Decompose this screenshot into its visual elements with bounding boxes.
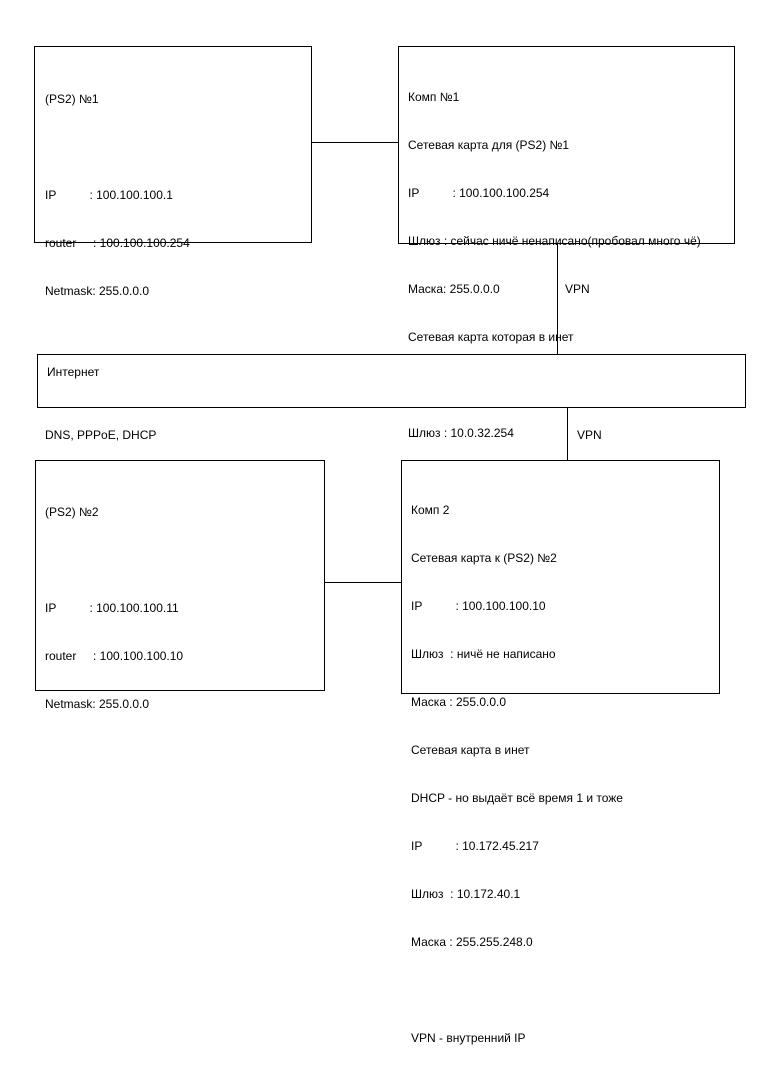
ps2-1-line: (PS2) №1 bbox=[45, 92, 99, 106]
ps2-1-line: DNS, PPPoE, DHCP bbox=[45, 428, 157, 442]
comp-2-line: DHCP - но выдаёт всё время 1 и тоже bbox=[411, 791, 623, 805]
comp-1-line: Шлюз : сейчас ничё ненаписано(пробовал много чё) bbox=[408, 234, 701, 248]
comp-1-line: Маска: 255.0.0.0 bbox=[408, 282, 500, 296]
ps2-2-node bbox=[35, 460, 325, 711]
comp-2-line: Шлюз : ничё не написано bbox=[411, 647, 556, 661]
comp-2-line: Маска : 255.0.0.0 bbox=[411, 695, 507, 709]
comp-1-line: Комп №1 bbox=[408, 90, 460, 104]
ps2-2-line: Netmask: 255.0.0.0 bbox=[45, 697, 150, 711]
link-ps2-2-to-comp-2 bbox=[324, 582, 402, 583]
comp-1-line: Сетевая карта для (PS2) №1 bbox=[408, 138, 570, 152]
comp-2-line: Маска : 255.255.248.0 bbox=[411, 935, 533, 949]
internet-node bbox=[37, 354, 746, 408]
ps2-1-text bbox=[45, 59, 190, 523]
link-ps2-1-to-comp-1 bbox=[311, 142, 399, 143]
ps2-2-line: (PS2) №2 bbox=[45, 505, 99, 519]
comp-1-line: Шлюз : 10.0.32.254 bbox=[408, 426, 514, 440]
comp-2-line: Шлюз : 10.172.40.1 bbox=[411, 887, 521, 901]
comp-2-line: IP : 100.100.100.10 bbox=[411, 599, 546, 613]
ps2-2-text bbox=[45, 472, 183, 744]
vpn-label-top: VPN bbox=[565, 282, 590, 296]
ps2-1-line bbox=[45, 331, 190, 347]
comp-2-line: Сетевая карта в инет bbox=[411, 743, 530, 757]
comp-2-line: IP : 10.172.45.217 bbox=[411, 839, 539, 853]
comp-2-text bbox=[411, 470, 623, 1078]
comp-2-node bbox=[401, 460, 720, 1045]
comp-1-line: IP : 100.100.100.254 bbox=[408, 186, 550, 200]
comp-2-line: Сетевая карта к (PS2) №2 bbox=[411, 551, 557, 565]
internet-label: Интернет bbox=[47, 365, 100, 379]
comp-1-line: Сетевая карта которая в инет bbox=[408, 330, 574, 344]
comp-2-line bbox=[411, 982, 623, 998]
ps2-2-line: router : 100.100.100.10 bbox=[45, 649, 184, 663]
comp-2-line: Комп 2 bbox=[411, 503, 450, 517]
ps2-1-line: router : 100.100.100.254 bbox=[45, 236, 190, 250]
ps2-1-line: Netmask: 255.0.0.0 bbox=[45, 284, 150, 298]
ps2-2-line: IP : 100.100.100.11 bbox=[45, 601, 179, 615]
ps2-1-line: IP : 100.100.100.1 bbox=[45, 188, 173, 202]
vpn-label-bottom: VPN bbox=[577, 428, 602, 442]
ps2-1-line bbox=[45, 139, 190, 155]
ps2-2-line bbox=[45, 552, 183, 568]
comp-2-line: VPN - внутренний IP bbox=[411, 1031, 526, 1045]
